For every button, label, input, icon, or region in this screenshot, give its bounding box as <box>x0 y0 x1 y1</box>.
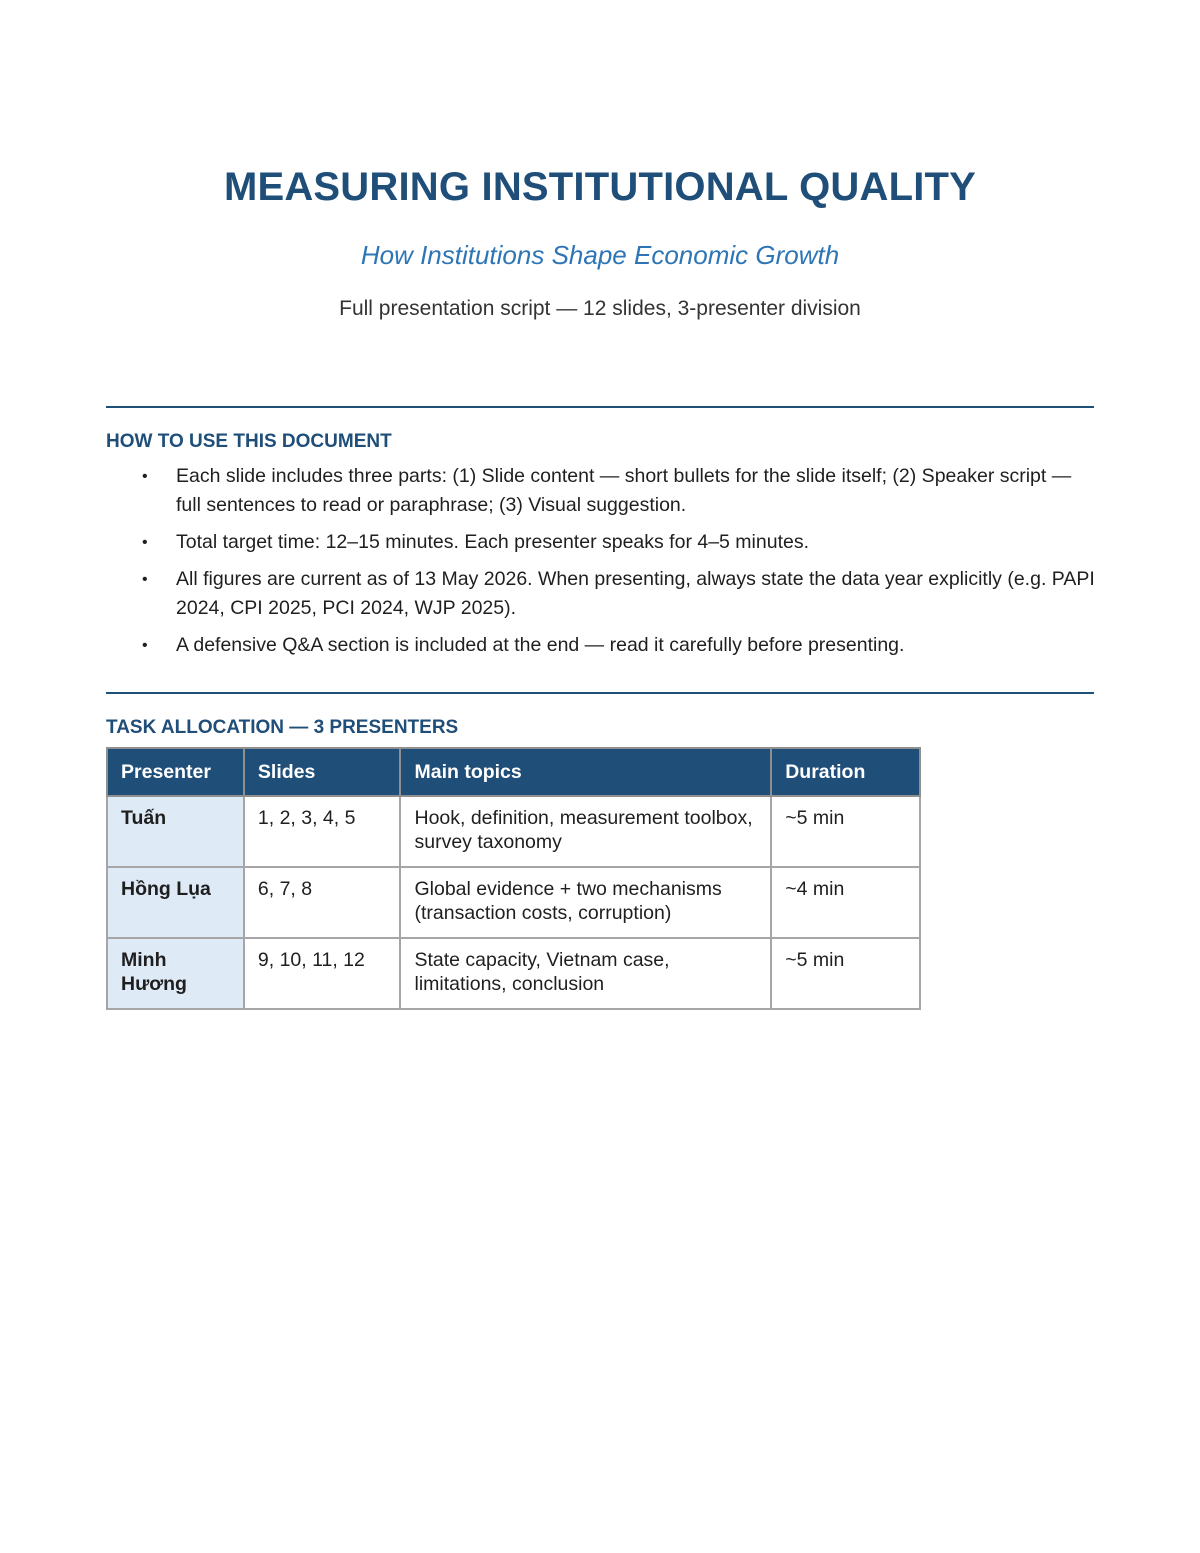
table-row <box>107 867 920 938</box>
document-subtitle: How Institutions Shape Economic Growth <box>360 240 840 270</box>
table-row <box>107 938 920 1009</box>
how-to-use-list <box>106 462 1096 668</box>
table-row <box>107 796 920 867</box>
list-item <box>106 462 1096 520</box>
topics-cell: Hook, definition, measurement toolbox, survey taxonomy <box>400 796 771 867</box>
presenter-cell: Hồng Lụa <box>107 867 244 938</box>
task-allocation-heading: TASK ALLOCATION — 3 PRESENTERS <box>106 717 459 738</box>
column-header-main-topics: Main topics <box>400 748 771 796</box>
column-header-slides: Slides <box>244 748 401 796</box>
presenter-cell: Tuấn <box>107 796 244 867</box>
bullet-icon: • <box>142 468 148 485</box>
slides-cell: 6, 7, 8 <box>244 867 401 938</box>
list-item <box>106 631 1096 660</box>
topics-cell: Global evidence + two mechanisms (transaction costs, corruption) <box>400 867 771 938</box>
list-item <box>106 528 1096 557</box>
duration-cell: ~4 min <box>771 867 920 938</box>
list-item-text: A defensive Q&A section is included at the end — read it carefully before presenting. <box>176 634 905 656</box>
presenter-cell: Minh Hương <box>107 938 244 1009</box>
bullet-icon: • <box>142 637 148 654</box>
topics-cell: State capacity, Vietnam case, limitations, conclusion <box>400 938 771 1009</box>
duration-cell: ~5 min <box>771 796 920 867</box>
list-item <box>106 565 1096 623</box>
document-tagline: Full presentation script — 12 slides, 3-presenter division <box>339 297 861 320</box>
table-header-row <box>107 748 920 796</box>
list-item-text: All figures are current as of 13 May 2026. When presenting, always state the data year explicitly (e.g. PAPI 2024, CPI 2025, PCI 2024, WJP 2025). <box>176 568 1095 619</box>
section-divider <box>106 692 1094 694</box>
document-title: MEASURING INSTITUTIONAL QUALITY <box>223 165 977 209</box>
slides-cell: 1, 2, 3, 4, 5 <box>244 796 401 867</box>
section-divider <box>106 406 1094 408</box>
slides-cell: 9, 10, 11, 12 <box>244 938 401 1009</box>
bullet-icon: • <box>142 534 148 551</box>
bullet-icon: • <box>142 571 148 588</box>
list-item-text: Total target time: 12–15 minutes. Each presenter speaks for 4–5 minutes. <box>176 531 810 553</box>
task-allocation-table <box>106 747 921 1010</box>
duration-cell: ~5 min <box>771 938 920 1009</box>
column-header-presenter: Presenter <box>107 748 244 796</box>
list-item-text: Each slide includes three parts: (1) Slide content — short bullets for the slide itself; (2) Speaker script — full sentences to read or paraphrase; (3) Visual suggestion. <box>176 465 1072 516</box>
how-to-use-heading: HOW TO USE THIS DOCUMENT <box>106 431 392 452</box>
column-header-duration: Duration <box>771 748 920 796</box>
